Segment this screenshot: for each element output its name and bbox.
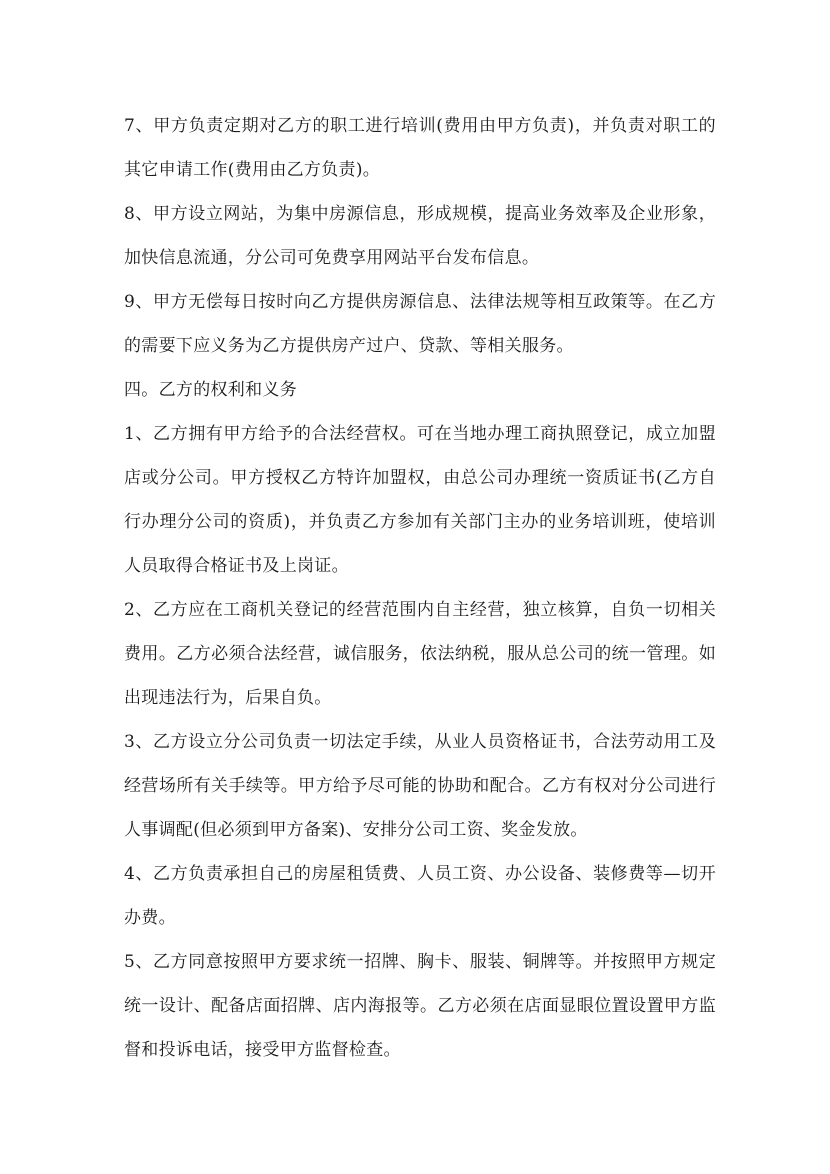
paragraph-7: 7、甲方负责定期对乙方的职工进行培训(费用由甲方负责)，并负责对职工的其它申请工作(费用由乙方负责)。 — [124, 116, 716, 180]
section-paragraph-2: 2、乙方应在工商机关登记的经营范围内自主经营，独立核算，自负一切相关费用。乙方必须合法经营，诚信服务，依法纳税，服从总公司的统一管理。如出现违法行为，后果自负。 — [124, 600, 716, 708]
paragraph-9: 9、甲方无偿每日按时向乙方提供房源信息、法律法规等相互政策等。在乙方的需要下应义务为乙方提供房产过户、贷款、等相关服务。 — [124, 292, 716, 356]
section-paragraph-3: 3、乙方设立分公司负责一切法定手续，从业人员资格证书，合法劳动用工及经营场所有关手续等。甲方给予尽可能的协助和配合。乙方有权对分公司进行人事调配(但必须到甲方备案)、安排分公司工资、奖金发放。 — [124, 732, 716, 840]
paragraph-8: 8、甲方设立网站，为集中房源信息，形成规模，提高业务效率及企业形象，加快信息流通，分公司可免费享用网站平台发布信息。 — [124, 204, 716, 268]
section-paragraph-4: 4、乙方负责承担自己的房屋租赁费、人员工资、办公设备、装修费等—切开办费。 — [124, 864, 716, 928]
section-paragraph-1: 1、乙方拥有甲方给予的合法经营权。可在当地办理工商执照登记，成立加盟店或分公司。甲方授权乙方特许加盟权，由总公司办理统一资质证书(乙方自行办理分公司的资质)，并负责乙方参加有关部门主办的业务培训班，使培训人员取得合格证书及上岗证。 — [124, 424, 716, 576]
section-heading: 四。乙方的权利和义务 — [124, 380, 297, 400]
document-body — [124, 104, 716, 1072]
section-paragraph-5: 5、乙方同意按照甲方要求统一招牌、胸卡、服装、铜牌等。并按照甲方规定统一设计、配备店面招牌、店内海报等。乙方必须在店面显眼位置设置甲方监督和投诉电话，接受甲方监督检查。 — [124, 952, 716, 1060]
